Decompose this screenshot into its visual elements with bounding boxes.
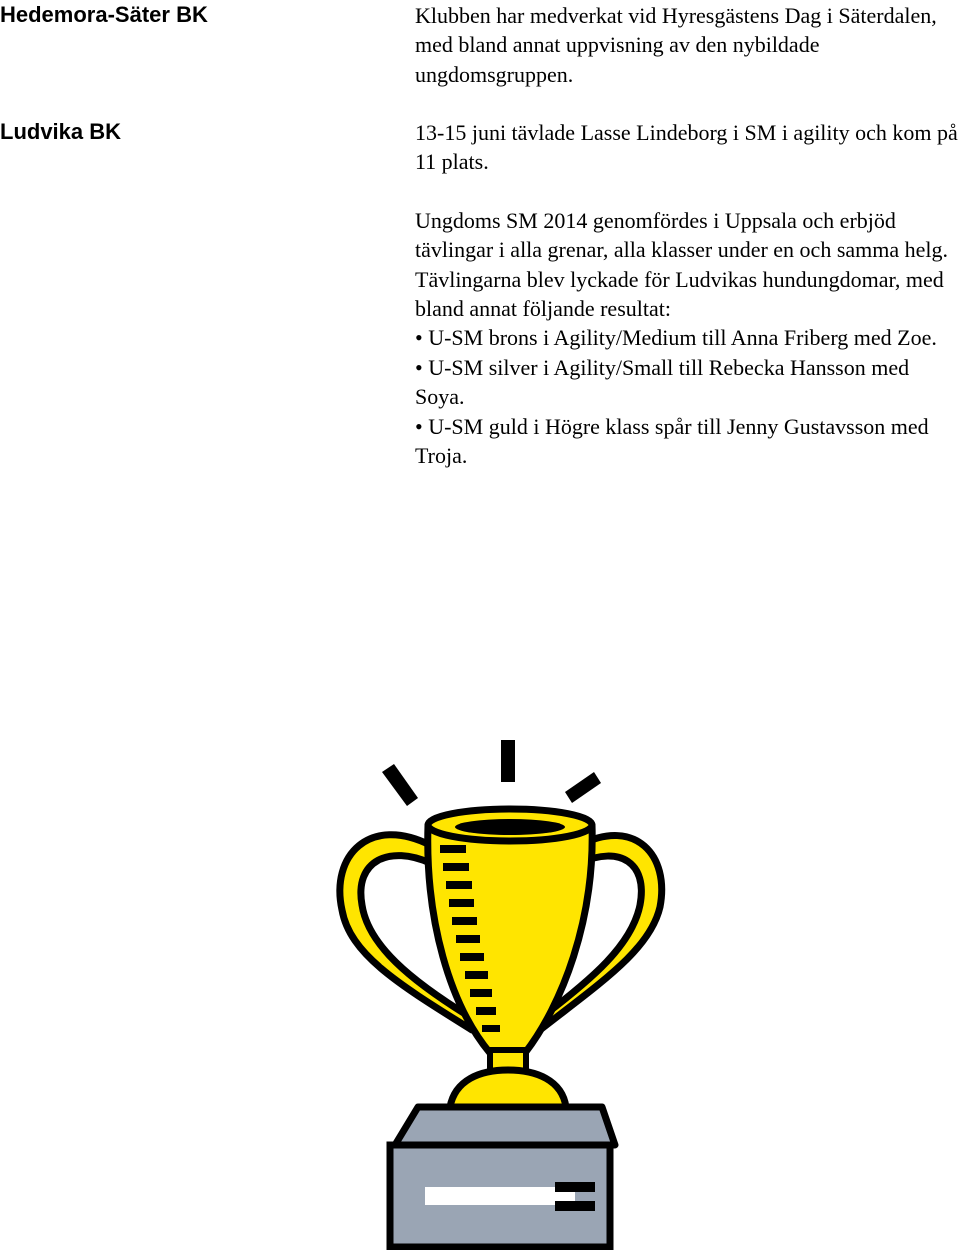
foot (450, 1070, 566, 1107)
club-name: Ludvika BK (0, 119, 122, 144)
paragraph: Ungdoms SM 2014 genomfördes i Uppsala och erbjöd tävlingar i alla grenar, alla klasser under en och samma helg. Tävlingarna blev lyckade för Ludvikas hundungdomar, med bland annat följande resultat: (415, 207, 949, 322)
base-plate-shadow (555, 1182, 595, 1192)
base-plate (425, 1187, 575, 1205)
ray-left (382, 764, 418, 806)
result-item: • U-SM guld i Högre klass spår till Jenny Gustavsson med Troja. (415, 413, 929, 469)
cup-opening (455, 819, 565, 835)
club-text (415, 1, 960, 89)
base-top (395, 1107, 615, 1145)
paragraph: 13-15 juni tävlade Lasse Lindeborg i SM i agility och kom på 11 plats. (415, 120, 958, 175)
paragraph: Klubben har medverkat vid Hyresgästens Dag i Säterdalen, med bland annat uppvisning av den nybildade ungdomsgruppen. (415, 3, 937, 87)
ray-right (565, 772, 601, 803)
base-plate-shadow (555, 1201, 595, 1211)
club-text (415, 118, 960, 470)
result-item: • U-SM brons i Agility/Medium till Anna Friberg med Zoe. (415, 325, 937, 351)
club-name: Hedemora-Säter BK (0, 2, 208, 27)
result-item: • U-SM silver i Agility/Small till Rebecka Hansson med Soya. (415, 354, 910, 410)
trophy-icon (330, 735, 670, 1250)
ray-center (501, 740, 515, 782)
